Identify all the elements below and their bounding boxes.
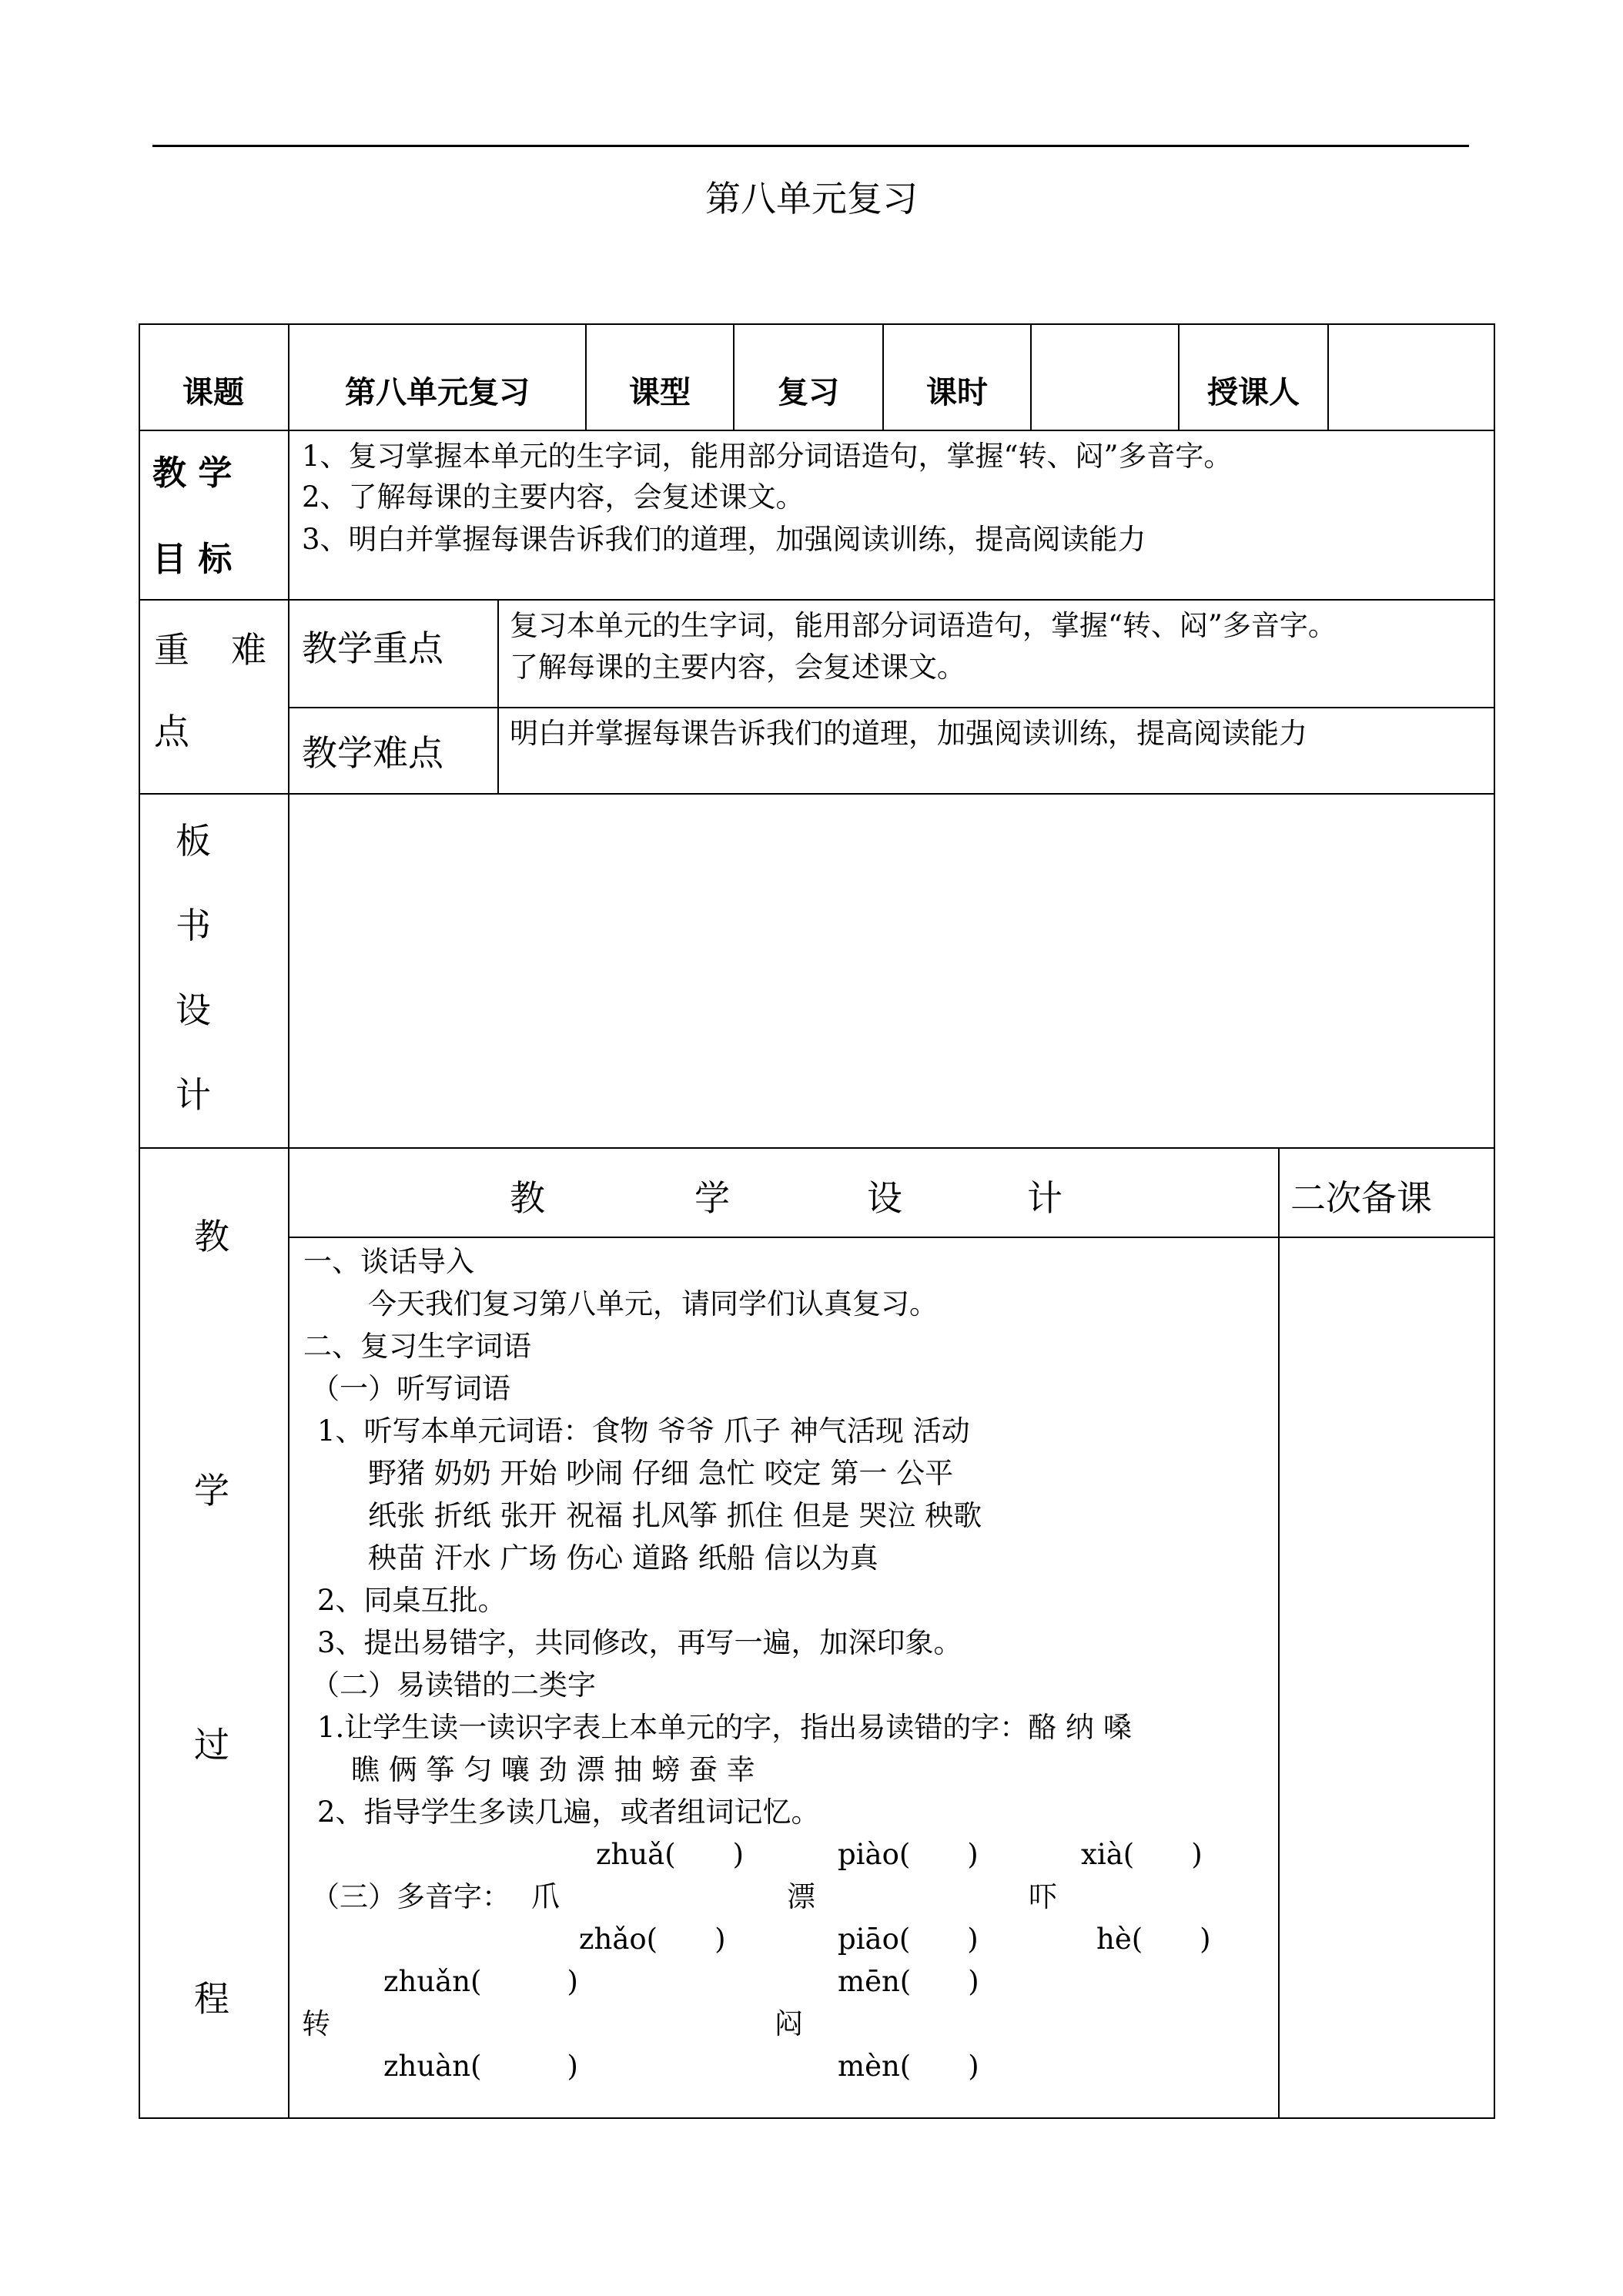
topic-label: 课题	[182, 375, 244, 410]
pinyin-blank: mēn( )	[838, 1965, 979, 1998]
objective-line: 3、明白并掌握每课告诉我们的道理，加强阅读训练，提高阅读能力	[302, 523, 1146, 556]
board-char: 设	[176, 989, 211, 1031]
process-line: （二）易读错的二类字	[311, 1668, 596, 1702]
table-border	[139, 323, 1494, 325]
process-line: 秧苗 汗水 广场 伤心 道路 纸船 信以为真	[368, 1541, 878, 1575]
pinyin-blank: piào( )	[838, 1838, 979, 1871]
type-value: 复习	[778, 375, 839, 410]
pinyin-blank: zhǎo( )	[579, 1923, 726, 1956]
secondary-prep-header: 二次备课	[1290, 1177, 1432, 1219]
process-line: 1、听写本单元词语：食物 爷爷 爪子 神气活现 活动	[317, 1414, 970, 1448]
process-line: 一、谈话导入	[303, 1245, 474, 1278]
process-char: 学	[194, 1470, 229, 1511]
focus-line: 复习本单元的生字词，能用部分词语造句，掌握“转、闷”多音字。	[510, 609, 1337, 642]
design-header-char: 设	[867, 1177, 902, 1219]
key-points-label-2: 点	[154, 711, 189, 752]
table-border	[1494, 323, 1495, 2119]
pinyin-blank: zhuǎn( )	[383, 1965, 578, 1998]
row-divider	[139, 430, 1494, 431]
process-line: 野猪 奶奶 开始 吵闹 仔细 急忙 咬定 第一 公平	[368, 1457, 954, 1490]
board-char: 书	[176, 905, 211, 946]
polyphone-char: 闷	[775, 2007, 803, 2040]
board-char: 计	[176, 1074, 211, 1116]
process-line: （一）听写词语	[311, 1372, 510, 1405]
objective-line: 1、复习掌握本单元的生字词，能用部分词语造句，掌握“转、闷”多音字。	[302, 440, 1233, 473]
row-divider	[139, 599, 1494, 601]
process-line: 今天我们复习第八单元，请同学们认真复习。	[368, 1287, 938, 1320]
col-divider	[497, 599, 499, 793]
col-divider	[1327, 323, 1329, 430]
board-char: 板	[176, 820, 211, 862]
design-header-char: 教	[510, 1177, 545, 1219]
row-divider	[139, 1147, 1494, 1149]
objectives-label-2: 目 标	[152, 540, 233, 579]
key-points-label-1: 重 难	[154, 629, 269, 671]
row-divider	[139, 793, 1494, 795]
process-line: 3、提出易错字，共同修改，再写一遍，加深印象。	[317, 1626, 962, 1659]
pinyin-blank: zhuàn( )	[383, 2050, 578, 2083]
objective-line: 2、了解每课的主要内容，会复述课文。	[302, 480, 805, 514]
polyphone-label: （三）多音字：	[311, 1880, 510, 1913]
design-header-char: 学	[694, 1177, 730, 1219]
pinyin-blank: mèn( )	[838, 2050, 979, 2083]
process-line: 1.让学生读一读识字表上本单元的字，指出易读错的字：酪 纳 嗓	[317, 1711, 1132, 1744]
teacher-label: 授课人	[1207, 375, 1300, 410]
row-divider	[288, 707, 1494, 708]
pinyin-blank: zhuǎ( )	[596, 1838, 745, 1871]
col-divider	[1030, 323, 1032, 430]
polyphone-char: 爪	[531, 1880, 560, 1913]
table-border	[139, 323, 140, 2119]
topic-value: 第八单元复习	[345, 375, 530, 410]
type-label: 课型	[629, 375, 691, 410]
difficulty-text: 明白并掌握每课告诉我们的道理，加强阅读训练，提高阅读能力	[510, 717, 1307, 750]
process-line: 纸张 折纸 张开 祝福 扎风筝 抓住 但是 哭泣 秧歌	[368, 1499, 982, 1532]
col-divider	[288, 323, 289, 2119]
process-line: 二、复习生字词语	[303, 1330, 531, 1363]
focus-line: 了解每课的主要内容，会复述课文。	[510, 651, 965, 684]
polyphone-char: 漂	[787, 1880, 815, 1913]
process-line: 2、同桌互批。	[317, 1584, 507, 1617]
period-label: 课时	[926, 375, 988, 410]
focus-label: 教学重点	[302, 628, 443, 669]
page-title: 第八单元复习	[705, 178, 918, 219]
col-divider	[1278, 1147, 1280, 2119]
polyphone-char: 转	[302, 2007, 330, 2040]
objectives-label-1: 教 学	[152, 454, 233, 493]
top-rule	[152, 145, 1469, 147]
process-char: 教	[194, 1216, 229, 1257]
process-char: 过	[194, 1724, 229, 1766]
process-char: 程	[194, 1978, 229, 2020]
difficulty-label: 教学难点	[302, 732, 443, 774]
polyphone-char: 吓	[1029, 1880, 1057, 1913]
pinyin-blank: hè( )	[1096, 1923, 1211, 1956]
process-line: 瞧 俩 筝 匀 嚷 劲 漂 抽 螃 蚕 幸	[351, 1753, 755, 1786]
design-header-char: 计	[1027, 1177, 1062, 1219]
pinyin-blank: xià( )	[1081, 1838, 1203, 1871]
pinyin-blank: piāo( )	[838, 1923, 979, 1956]
process-line: 2、指导学生多读几遍，或者组词记忆。	[317, 1796, 820, 1829]
table-border	[139, 2117, 1495, 2119]
